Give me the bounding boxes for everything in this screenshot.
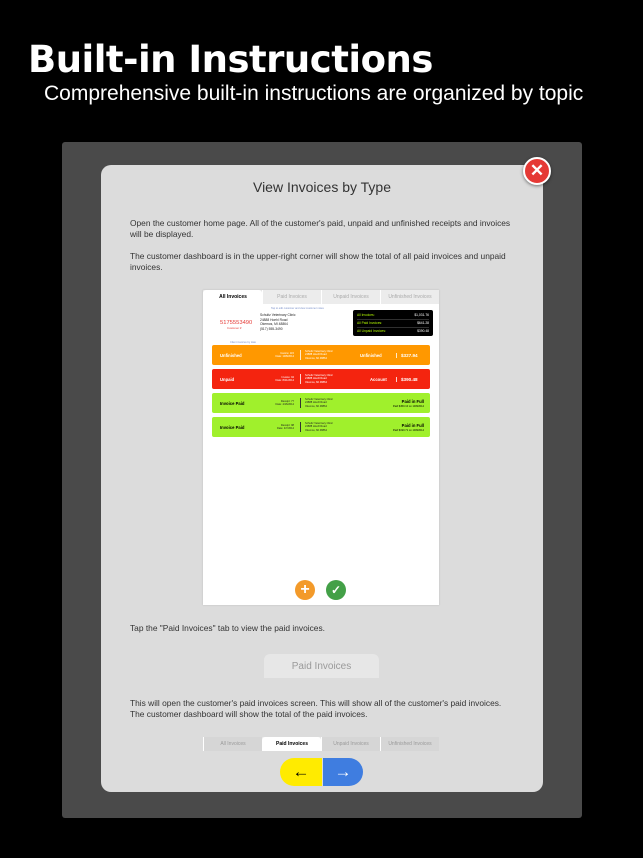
example-invoice-row: Unpaid Invoice: 94 Date: 8/21/2014 Schultz Veterinary Clinic 24888 Hoehl Road Okemos, MI 48864 Account $390.48 [212, 369, 430, 389]
example-dashboard [353, 310, 433, 336]
promo-title: Built-in Instructions [28, 38, 433, 81]
example-customer-city: Okemos, MI 48864 [260, 322, 288, 327]
example-invoice-row: Invoice Paid Receipt: 77 Date: 4/16/2014 Schultz Veterinary Clinic 24888 Hoehl Road Okemos, MI 48864 Paid in Full Paid $450.10 on 10/8/2014 [212, 393, 430, 413]
example-customer-phone: 5175553490 [220, 320, 253, 326]
instruction-paragraph-2: The customer dashboard is in the upper-right corner will show the total of all paid invoices and unpaid invoices. [130, 251, 506, 272]
example-dashboard-row: All Paid Invoices: $641.28 [357, 320, 429, 328]
example-customer-header [203, 304, 439, 344]
example2-tab-all-invoices: All Invoices [203, 737, 262, 751]
example2-tab-paid-invoices: Paid Invoices [262, 737, 321, 751]
example-check-icon: ✓ [326, 580, 346, 600]
example2-tab-unpaid-invoices: Unpaid Invoices [321, 737, 380, 751]
example-invoice-list [212, 345, 430, 441]
example-tab-bar-2 [203, 737, 439, 751]
example-hint-top: Tap to edit customer and view customer notes [271, 307, 324, 310]
example2-tab-unfinished-invoices: Unfinished Invoices [380, 737, 439, 751]
example-customer-info [260, 313, 296, 331]
example-customer-street: 24888 Hoehl Road [260, 317, 288, 322]
paid-invoices-tab-example: Paid Invoices [264, 654, 379, 678]
example-invoice-row: Unfinished Invoice: 115 Date: 10/8/2014 Schultz Veterinary Clinic 24888 Hoehl Road Okemos, MI 48864 Unfinished $327.94 [212, 345, 430, 365]
example-tab-bar [203, 290, 439, 304]
example-dashboard-row: All Unpaid Invoices: $390.48 [357, 329, 429, 333]
modal-title: View Invoices by Type [252, 179, 391, 195]
example-customer-name: Schultz Veterinary Clinic [260, 313, 296, 317]
example-plus-icon: + [295, 580, 315, 600]
instruction-paragraph-4: This will open the customer's paid invoices screen. This will show all of the customer's paid invoices. The customer dashboard will show the total of the paid invoices. [130, 698, 502, 719]
next-page-button[interactable]: → [323, 758, 363, 786]
close-icon[interactable]: ✕ [523, 157, 551, 185]
example-customer-label: Customer # [227, 326, 242, 330]
example-tab-paid-invoices: Paid Invoices [262, 290, 321, 304]
example-screenshot [203, 290, 439, 605]
example-dashboard-row: All Invoices: $1,031.76 [357, 312, 429, 320]
example-hint-bottom: Client invoices by date [230, 341, 256, 344]
example-tab-all-invoices: All Invoices [203, 290, 262, 304]
instruction-paragraph-1: Open the customer home page. All of the customer's paid, unpaid and unfinished receipts and invoices will be displayed. [130, 218, 511, 239]
example-customer-tel: (517) 555-3490 [260, 326, 283, 331]
example-tab-unpaid-invoices: Unpaid Invoices [321, 290, 380, 304]
example-tab-unfinished-invoices: Unfinished Invoices [380, 290, 439, 304]
instruction-paragraph-3: Tap the "Paid Invoices" tab to view the paid invoices. [130, 623, 325, 633]
promo-subtitle: Comprehensive built-in instructions are organized by topic [44, 82, 584, 105]
example-invoice-row: Invoice Paid Receipt: 98 Date: 4/7/2014 Schultz Veterinary Clinic 24888 Hoehl Road Okemos, MI 48864 Paid in Full Paid $190.71 on 10/8/2014 [212, 417, 430, 437]
instructions-modal [101, 165, 543, 792]
previous-page-button[interactable]: ← [280, 758, 322, 786]
